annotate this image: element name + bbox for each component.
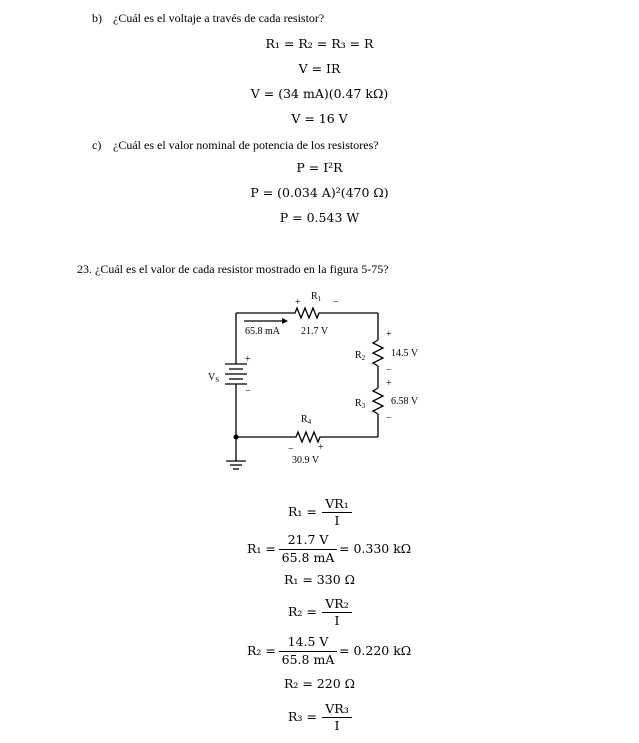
part-b-eq1: R₁ = R₂ = R₃ = R (265, 36, 374, 51)
part-b-eq4: V = 16 V (291, 111, 348, 126)
r2-label: $R_2$ (355, 350, 366, 362)
r2-plus: + (386, 329, 392, 340)
r2-minus: − (386, 365, 392, 376)
vs-minus: − (245, 386, 251, 397)
r3-formula-num: VR₃ (325, 701, 349, 716)
part-c-eq1: P = I²R (296, 160, 343, 175)
part-c-label: c) (92, 138, 102, 152)
current-arrow-head (282, 318, 288, 324)
r2-final: R₂ = 220 Ω (283, 676, 356, 691)
part-c-question: ¿Cuál es el valor nominal de potencia de los resistores? (113, 138, 379, 152)
r4-label: $R_4$ (301, 414, 312, 426)
r1-calc-result: = 0.330 kΩ (339, 541, 412, 556)
problem-23-question: 23. ¿Cuál es el valor de cada resistor mostrado en la figura 5-75? (77, 262, 389, 276)
part-b-eq3: V = (34 mA)(0.47 kΩ) (250, 86, 389, 101)
vs-plus: + (245, 354, 251, 365)
r1-formula (288, 496, 368, 526)
v2-label: 14.5 V (391, 348, 419, 359)
vs-label: $V_S$ (208, 372, 220, 384)
r3-minus: − (386, 413, 392, 424)
r2-formula (288, 596, 368, 626)
wire-top (236, 308, 378, 318)
part-c-eq2: P = (0.034 A)²(470 Ω) (250, 185, 389, 200)
r2-calc-lhs: R₂ = (247, 643, 276, 658)
r4-plus: + (318, 442, 324, 453)
r1-minus: − (333, 297, 339, 308)
r2-calc-result: = 0.220 kΩ (339, 643, 412, 658)
r1-calculation (247, 532, 412, 565)
r1-final: R₁ = 330 Ω (283, 572, 356, 587)
v4-label: 30.9 V (292, 455, 320, 466)
current-label: 65.8 mA (245, 326, 280, 337)
r2-calc-num: 14.5 V (287, 634, 329, 649)
resistor-r3 (373, 388, 383, 414)
r1-label: $R_1$ (311, 291, 322, 303)
r2-calculation (247, 634, 412, 667)
v1-label: 21.7 V (301, 326, 329, 337)
v3-label: 6.58 V (391, 396, 419, 407)
r1-calc-lhs: R₁ = (247, 541, 276, 556)
part-b-eq2: V = IR (298, 61, 341, 76)
r1-formula-lhs: R₁ = (288, 504, 317, 519)
ground-node (234, 435, 239, 440)
resistor-r2 (373, 340, 383, 366)
r1-formula-num: VR₁ (325, 496, 349, 511)
part-b-label: b) (92, 11, 102, 25)
r1-formula-den: I (334, 513, 340, 528)
r3-formula (288, 701, 368, 731)
r2-calc-den: 65.8 mA (281, 652, 335, 667)
wire-bottom (236, 432, 378, 442)
r2-formula-den: I (334, 613, 340, 628)
r2-formula-lhs: R₂ = (288, 604, 317, 619)
r3-plus: + (386, 378, 392, 389)
r3-formula-lhs: R₃ = (288, 709, 317, 724)
r2-formula-num: VR₂ (325, 596, 349, 611)
r3-formula-den: I (334, 718, 340, 733)
r1-calc-den: 65.8 mA (281, 550, 335, 565)
part-b-question: ¿Cuál es el voltaje a través de cada resistor? (113, 11, 325, 25)
r3-label: $R_3$ (355, 398, 366, 410)
part-c-eq3: P = 0.543 W (279, 210, 360, 225)
r1-calc-num: 21.7 V (287, 532, 329, 547)
r1-plus: + (295, 297, 301, 308)
r4-minus: − (288, 444, 294, 455)
